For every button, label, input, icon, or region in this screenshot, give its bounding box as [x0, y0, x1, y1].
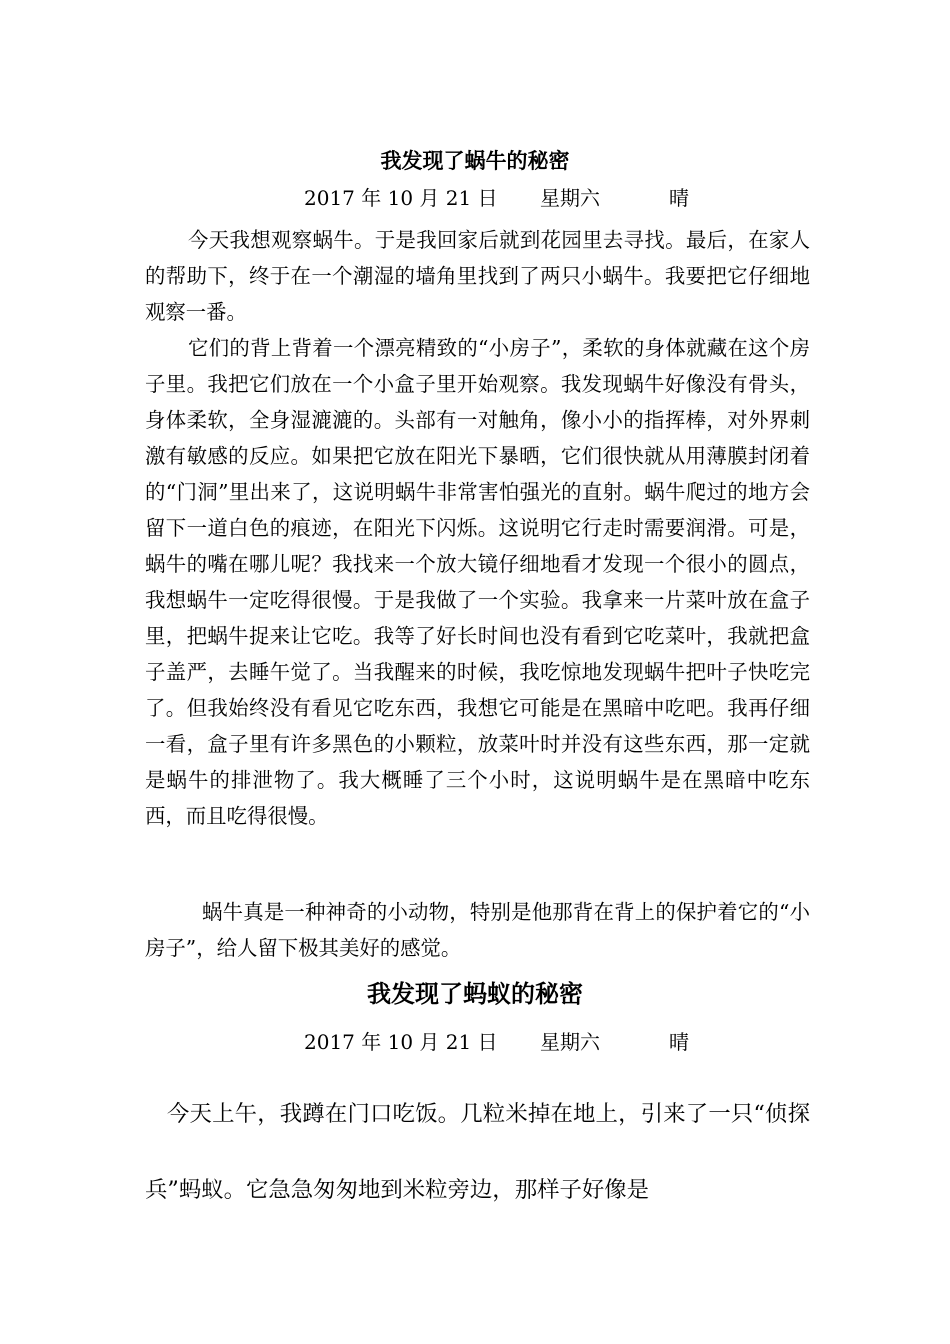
article-title: 我发现了蚂蚁的秘密	[367, 979, 583, 1008]
date-line	[0, 183, 950, 213]
article-title: 我发现了蜗牛的秘密	[380, 148, 570, 173]
weekday-text: 星期六	[540, 186, 600, 210]
paragraph: 蜗牛真是一种神奇的小动物，特别是他那背在背上的保护着它的“小房子”，给人留下极其美好的感觉。	[145, 900, 810, 960]
date-text: 2017 年 10 月 21 日	[304, 1030, 498, 1054]
weekday-text: 星期六	[540, 1030, 600, 1054]
date-line	[0, 1027, 950, 1057]
paragraph: 今天我想观察蜗牛。于是我回家后就到花园里去寻找。最后，在家人的帮助下，终于在一个潮湿的墙角里找到了两只小蜗牛。我要把它仔细地观察一番。	[145, 228, 810, 324]
weather-text: 晴	[669, 186, 689, 210]
date-text: 2017 年 10 月 21 日	[304, 186, 498, 210]
paragraph: 它们的背上背着一个漂亮精致的“小房子”，柔软的身体就藏在这个房子里。我把它们放在一个小盒子里开始观察。我发现蜗牛好像没有骨头，身体柔软，全身湿漉漉的。头部有一对触角，像小小的指挥棒，对外界刺激有敏感的反应。如果把它放在阳光下暴晒，它们很快就从用薄膜封闭着的“门洞”里出来了，这说明蜗牛非常害怕强光的直射。蜗牛爬过的地方会留下一道白色的痕迹，在阳光下闪烁。这说明它行走时需要润滑。可是，蜗牛的嘴在哪儿呢？我找来一个放大镜仔细地看才发现一个很小的圆点，我想蜗牛一定吃得很慢。于是我做了一个实验。我拿来一片菜叶放在盒子里，把蜗牛捉来让它吃。我等了好长时间也没有看到它吃菜叶，我就把盒子盖严，去睡午觉了。当我醒来的时候，我吃惊地发现蜗牛把叶子快吃完了。但我始终没有看见它吃东西，我想它可能是在黑暗中吃吧。我再仔细一看，盒子里有许多黑色的小颗粒，放菜叶时并没有这些东西，那一定就是蜗牛的排泄物了。我大概睡了三个小时，这说明蜗牛是在黑暗中吃东西，而且吃得很慢。	[145, 336, 810, 828]
paragraph: 今天上午，我蹲在门口吃饭。几粒米掉在地上，引来了一只“侦探兵”蚂蚁。它急急匆匆地到米粒旁边，那样子好像是	[145, 1101, 810, 1203]
weather-text: 晴	[669, 1030, 689, 1054]
